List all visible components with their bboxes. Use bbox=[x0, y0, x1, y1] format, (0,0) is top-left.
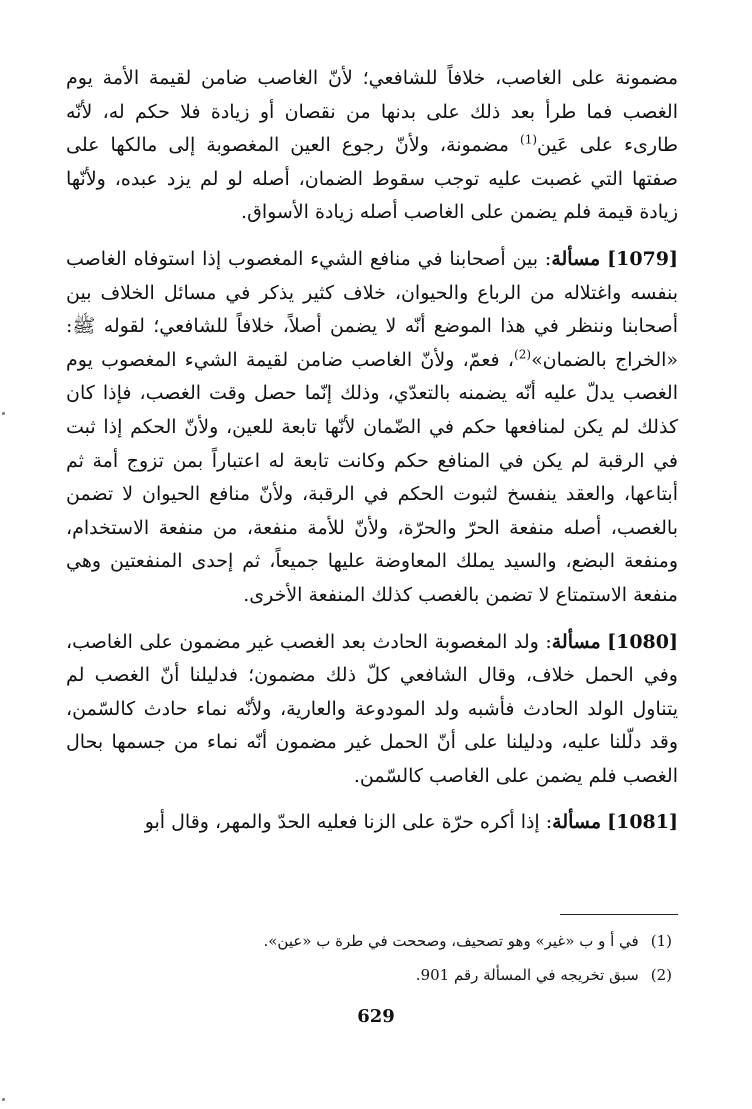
issue-1081 bbox=[66, 806, 678, 840]
footnote-divider bbox=[560, 914, 678, 915]
footnote-reference-1[interactable]: (1) bbox=[520, 132, 538, 147]
footnote-text: سبق تخريجه في المسألة رقم 901. bbox=[415, 966, 639, 984]
issue-number: [1079] bbox=[607, 247, 678, 270]
issue-text: : ولد المغصوبة الحادث بعد الغصب غير مضمون على الغاصب، وفي الحمل خلاف، وقال الشافعي كلّ ذلك مضمون؛ فدليلنا أنّ الغصب لم يتناول الولد الحادث فأشبه ولد المودوعة والعارية، ولأنّه نماء حادث كالسّمن، وقد دلّلنا عليه، ودليلنا على أنّ الحمل غير مضمون أنّه نماء من جسمها بحال الغصب فلم يضمن على الغاصب كالسّمن. bbox=[66, 630, 678, 787]
paragraph-text: مضمونة على الغاصب، خلافاً للشافعي؛ لأنّ الغاصب ضامن لقيمة الأمة يوم الغصب فما طرأ بعد ذلك على بدنها من نقصان أو زيادة فلا حكم له، لأنّه طارىء على عَين bbox=[66, 67, 679, 157]
issue-number: [1081] bbox=[607, 811, 678, 834]
paragraph-text-tail: مضمونة، ولأنّ رجوع العين المغصوبة إلى مالكها على صفتها التي غصبت عليه توجب سقوط الضمان، أصله لو لم يزد عبده، ولأنّها زيادة قيمة فلم يضمن على الغاصب أصله زيادة الأسواق. bbox=[66, 134, 678, 224]
scan-speck bbox=[2, 1098, 5, 1101]
issue-label: مسألة bbox=[552, 811, 602, 834]
footnote-1 bbox=[66, 924, 672, 958]
footnotes bbox=[66, 924, 672, 992]
issue-label: مسألة bbox=[551, 630, 601, 653]
issue-text-tail: ، فعمّ، ولأنّ الغاصب ضامن لقيمة الشيء المغصوب يوم الغصب يدلّ عليه أنّه يضمنه بالتعدّي، وذلك إنّما حصل وقت الغصب، فإذا كان كذلك لم يكن لمنافعها حكم في الضّمان لأنّها تابعة للعين، ولأنّ الحكم إذا ثبت في الرقبة لم يكن في المنافع حكم وكانت تابعة له اعتباراً بمن تزوج أمة ثم أبتاعها، والعقد ينفسخ لثبوت الحكم في الرقبة، ولأنّ منافع الحيوان لا تضمن بالغصب، أصله منفعة الحرّ والحرّة، ولأنّ للأمة منفعة، من منفعة الاستخدام، ومنفعة البضع، والسيد يملك المعاوضة عليها جميعاً، ثم إحدى المنفعتين وهي منفعة الاستمتاع لا تضمن بالغصب كذلك المنفعة الأخرى. bbox=[66, 348, 678, 606]
footnote-2 bbox=[66, 958, 672, 992]
page-number: 629 bbox=[357, 1006, 395, 1027]
footnote-number: (2) bbox=[650, 966, 672, 984]
issue-number: [1080] bbox=[607, 630, 678, 653]
scan-speck bbox=[2, 412, 5, 415]
footnote-reference-2[interactable]: (2) bbox=[514, 347, 532, 362]
issue-1080 bbox=[66, 626, 678, 794]
footnote-number: (1) bbox=[650, 932, 672, 950]
issue-label: مسألة bbox=[551, 247, 601, 270]
issue-text: : بين أصحابنا في منافع الشيء المغصوب إذا استوفاه الغاصب بنفسه واغتلاله من الرباع والحيوان، خلاف كثير يذكر في مسائل الخلاف بين أصحابنا وننظر في هذا الموضع أنّه لا يضمن أصلاً، خلافاً للشافعي؛ لقوله ﷺ: «الخراج بالضمان» bbox=[66, 247, 679, 371]
page-body bbox=[66, 62, 678, 840]
issue-text: : إذا أكره حرّة على الزنا فعليه الحدّ والمهر، وقال أبو bbox=[144, 811, 553, 834]
paragraph-continuation bbox=[66, 62, 678, 230]
footnote-text: في أ و ب «غير» وهو تصحيف، وصححت في طرة ب «عين». bbox=[263, 932, 639, 950]
issue-1079 bbox=[66, 243, 678, 613]
